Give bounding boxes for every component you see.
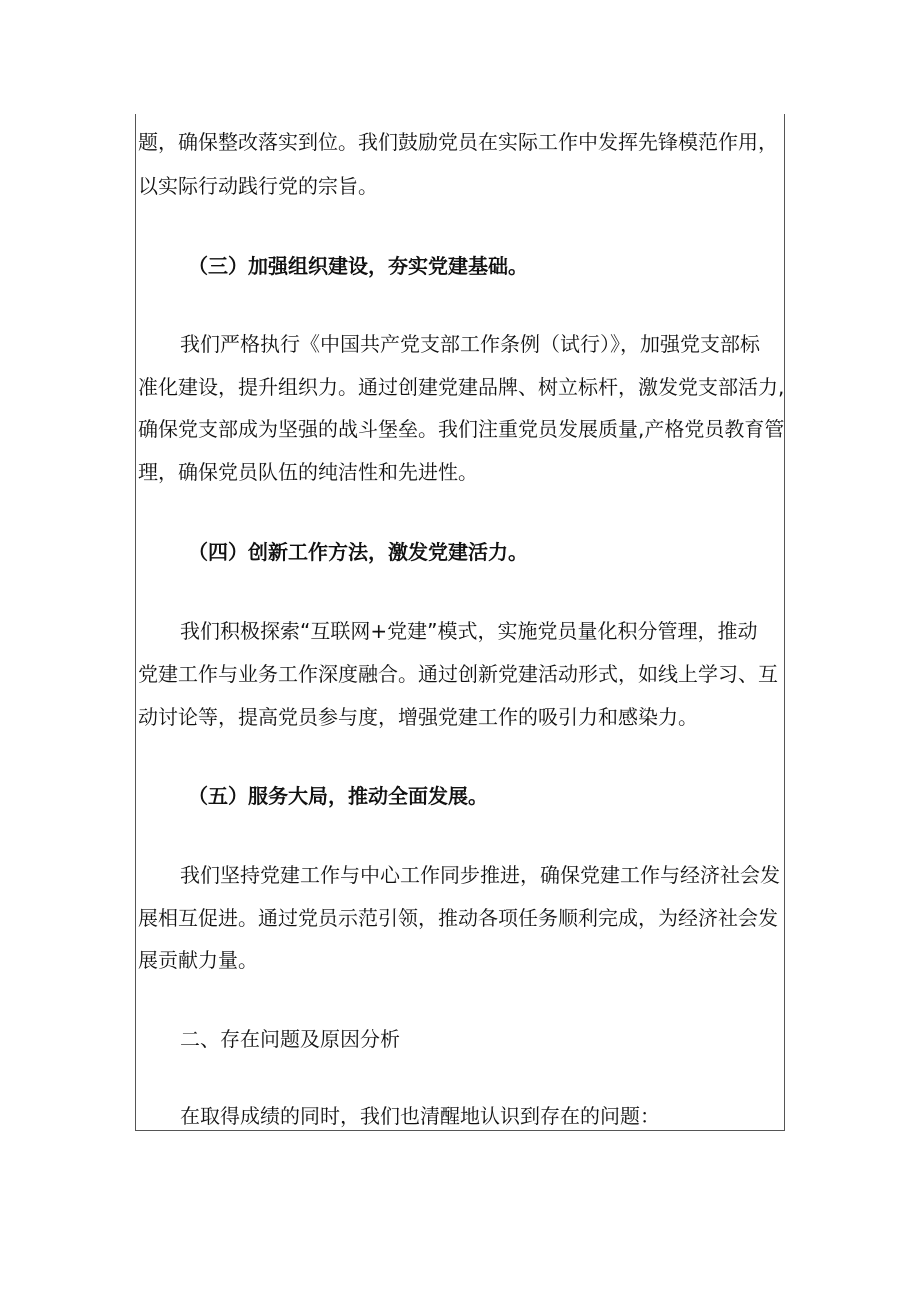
heading-3: （三）加强组织建设，夯实党建基础。 [188, 254, 528, 278]
paragraph-line: 党建工作与业务工作深度融合。通过创新党建活动形式，如线上学习、互 [138, 662, 778, 686]
paragraph-line: 我们严格执行《中国共产党支部工作条例（试行）》，加强党支部标 [180, 332, 760, 356]
section-heading: 二、存在问题及原因分析 [180, 1027, 400, 1051]
paragraph-line: 动讨论等，提高党员参与度，增强党建工作的吸引力和感染力。 [138, 705, 698, 729]
paragraph-line: 以实际行动践行党的宗旨。 [138, 174, 378, 198]
paragraph-line: 我们坚持党建工作与中心工作同步推进，确保党建工作与经济社会发 [180, 863, 780, 887]
paragraph-line: 我们积极探索“互联网+党建”模式，实施党员量化积分管理，推动 [180, 619, 758, 643]
heading-4: （四）创新工作方法，激发党建活力。 [188, 540, 528, 564]
paragraph-line: 展相互促进。通过党员示范引领，推动各项任务顺利完成，为经济社会发 [138, 906, 778, 930]
paragraph-line: 准化建设，提升组织力。通过创建党建品牌、树立标杆，激发党支部活力, [138, 375, 784, 399]
heading-5: （五）服务大局，推动全面发展。 [188, 784, 488, 808]
paragraph-line: 在取得成绩的同时，我们也清醒地认识到存在的问题： [180, 1104, 660, 1128]
paragraph-line: 题，确保整改落实到位。我们鼓励党员在实际工作中发挥先锋模范作用， [138, 130, 778, 154]
paragraph-line: 确保党支部成为坚强的战斗堡垒。我们注重党员发展质量,产格党员教育管 [138, 417, 784, 441]
paragraph-line: 展贡献力量。 [138, 948, 258, 972]
paragraph-line: 理，确保党员队伍的纯洁性和先进性。 [138, 460, 478, 484]
